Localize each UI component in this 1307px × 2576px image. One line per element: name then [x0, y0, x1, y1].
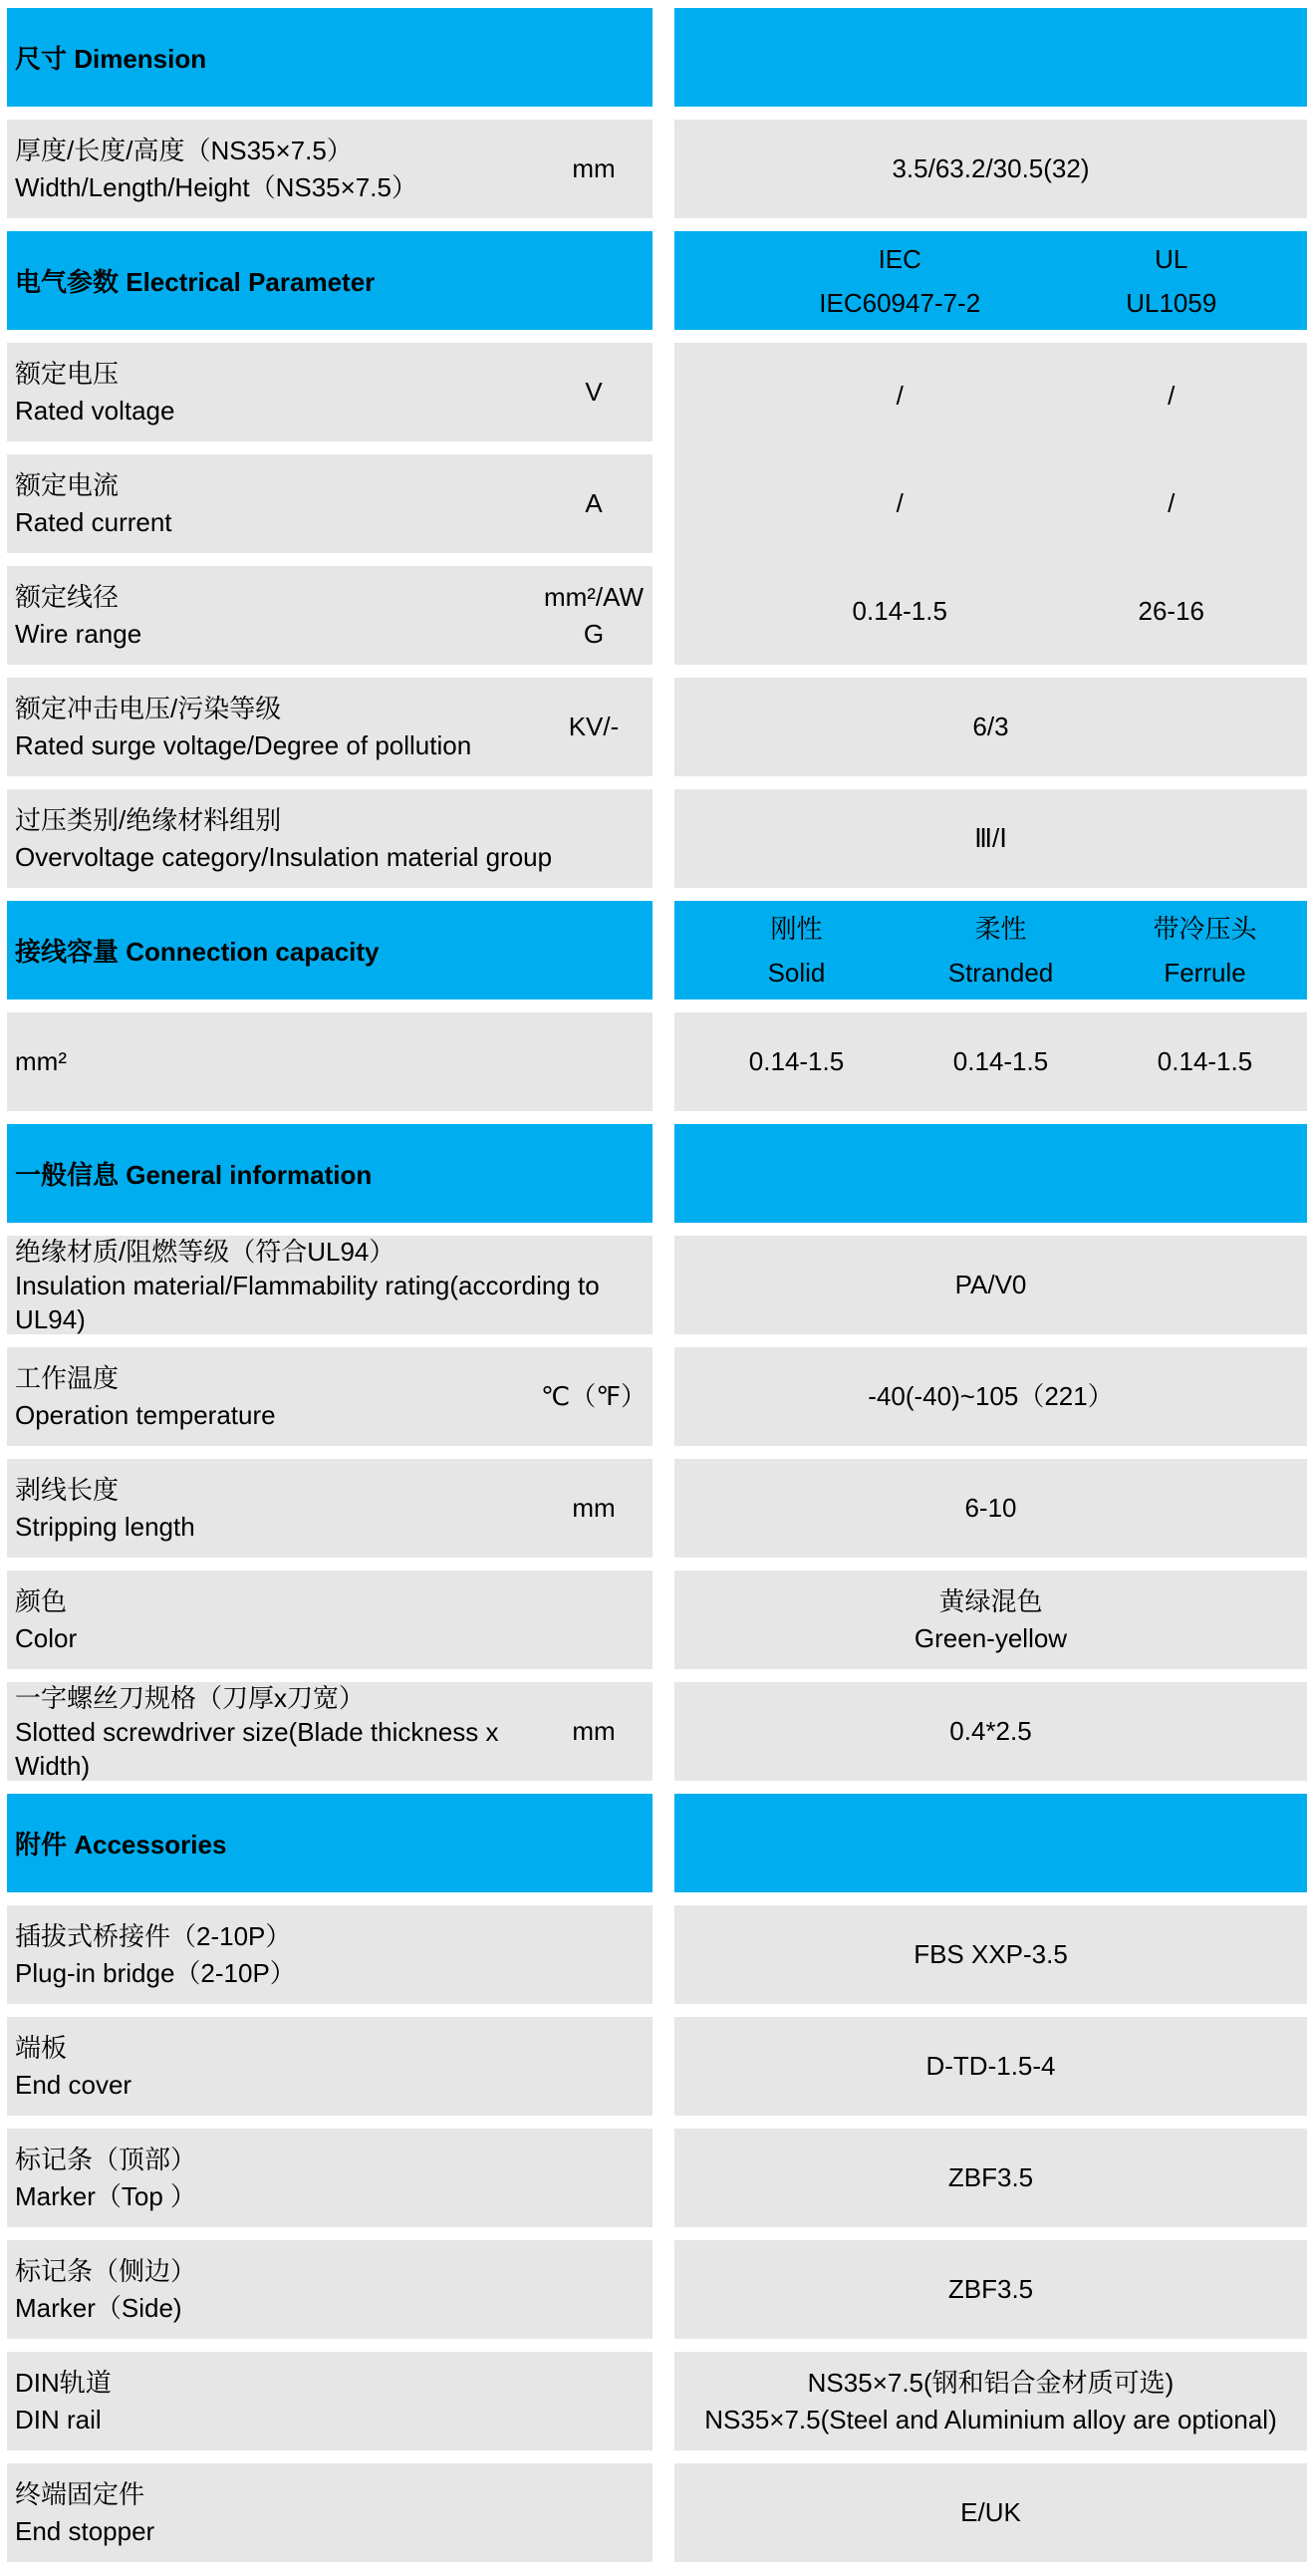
column-header-line2: Stranded: [947, 957, 1054, 988]
row-stripping-length: [7, 1459, 1307, 1558]
row-end-cover: [7, 2017, 1307, 2116]
row-value-en: Green-yellow: [914, 1622, 1068, 1653]
unit-cell: KV/-: [568, 712, 620, 741]
column-header-line2: Ferrule: [1164, 957, 1246, 988]
unit-cell: mm: [572, 1716, 616, 1746]
row-label-zh: 额定冲击电压/污染等级: [15, 693, 282, 723]
row-label: [15, 2030, 653, 2104]
column-header-line1: IEC: [878, 243, 921, 274]
row-label-zh: 颜色: [15, 1585, 68, 1616]
row-label-en: End cover: [15, 2069, 132, 2100]
section-title: 附件 Accessories: [15, 1830, 227, 1860]
column-header-line2: UL1059: [1126, 287, 1217, 318]
row-label: [15, 579, 537, 653]
value-stranded: 0.14-1.5: [952, 1046, 1049, 1076]
value-cell: [674, 1347, 1307, 1446]
row-label-zh: 端板: [15, 2032, 68, 2063]
row-wire-range: [7, 566, 653, 665]
column-header-line1: UL: [1155, 243, 1188, 274]
row-label: [15, 1043, 653, 1080]
unit-cell: ℃（℉）: [541, 1381, 647, 1411]
value-cell: [674, 2463, 1307, 2562]
section-header-connection-columns-cell: [674, 901, 1307, 1000]
label-cell: [7, 1347, 653, 1446]
row-label: [15, 802, 653, 876]
section-title: 接线容量 Connection capacity: [15, 937, 380, 967]
row-label: [15, 356, 537, 429]
row-label: [15, 1918, 653, 1992]
row-label-en: Rated voltage: [15, 395, 175, 426]
row-label-en: Plug-in bridge（2-10P）: [15, 1957, 296, 1988]
row-marker-side: [7, 2240, 1307, 2339]
section-title: 电气参数 Electrical Parameter: [15, 267, 376, 297]
column-header-stranded: [899, 901, 1103, 1000]
row-label: [15, 2365, 653, 2438]
unit-cell: mm: [572, 1493, 616, 1523]
value-cell: [674, 1571, 1307, 1669]
value-cell: [674, 2352, 1307, 2450]
column-header-line2: Solid: [767, 957, 826, 988]
unit-cell: V: [585, 377, 603, 407]
row-label: [15, 2253, 653, 2327]
row-label-zh: 终端固定件: [15, 2478, 145, 2509]
row-label-en: DIN rail: [15, 2404, 102, 2434]
electrical-rows-group: [7, 343, 1307, 665]
row-label: [15, 1472, 537, 1546]
rated-current-values: [674, 450, 1307, 558]
row-value-zh: NS35×7.5(钢和铝合金材质可选): [807, 2367, 1175, 2398]
row-label: [15, 467, 537, 541]
row-label-zh: 额定线径: [15, 581, 120, 612]
row-label: [15, 2476, 653, 2550]
row-label-en: Rated current: [15, 506, 172, 537]
value-cell: [674, 678, 1307, 776]
row-label-en: Marker（Side): [15, 2292, 182, 2323]
value-cell: [674, 120, 1307, 218]
label-cell: [7, 120, 653, 218]
label-cell: [7, 789, 653, 888]
unit-cell: A: [585, 488, 603, 518]
row-label-en: Operation temperature: [15, 1399, 276, 1430]
row-label: [15, 691, 537, 764]
row-screwdriver-size: [7, 1682, 1307, 1781]
row-end-stopper: [7, 2463, 1307, 2562]
value-ul: /: [1168, 488, 1176, 518]
row-label: [15, 1681, 537, 1783]
section-header-electrical-columns-cell: [674, 231, 1307, 330]
label-cell: [7, 1459, 653, 1558]
section-header-connection: [7, 901, 1307, 1000]
row-plug-in-bridge: [7, 1905, 1307, 2004]
spec-table: [7, 8, 1307, 2575]
row-label-zh: 剥线长度: [15, 1474, 120, 1505]
section-header-connection-title-cell: [7, 901, 653, 1000]
section-title: 一般信息 General information: [15, 1160, 373, 1190]
section-header-electrical-title-cell: [7, 231, 653, 330]
unit-cell: mm: [572, 153, 616, 183]
value-cell: [674, 789, 1307, 888]
row-label-zh: 工作温度: [15, 1362, 120, 1393]
row-label-zh: 绝缘材质/阻燃等级（符合UL94）: [15, 1236, 395, 1267]
row-value: E/UK: [960, 2497, 1021, 2527]
row-label-zh: 一字螺丝刀规格（刀厚x刀宽）: [15, 1682, 366, 1713]
section-header-general-right-cell: [674, 1124, 1307, 1223]
label-cell: [7, 2463, 653, 2562]
row-value: -40(-40)~105（221）: [868, 1381, 1114, 1411]
value-ul: 26-16: [1138, 595, 1204, 626]
section-header-dimension: [7, 8, 1307, 107]
row-label-en: End stopper: [15, 2515, 155, 2546]
label-cell: [7, 1571, 653, 1669]
label-cell: [7, 678, 653, 776]
value-iec: 0.14-1.5: [852, 595, 947, 626]
row-value-en: NS35×7.5(Steel and Aluminium alloy are optional): [704, 2404, 1277, 2434]
section-header-accessories: [7, 1794, 1307, 1892]
row-rated-surge-voltage: [7, 678, 1307, 776]
value-cell: [674, 1682, 1307, 1781]
row-rated-current: [7, 454, 653, 553]
section-header-dimension-title-cell: [7, 8, 653, 107]
row-value: 6-10: [964, 1493, 1017, 1523]
rated-voltage-values: [674, 343, 1307, 450]
label-cell: [7, 1236, 653, 1334]
section-header-electrical: [7, 231, 1307, 330]
row-insulation-material: [7, 1236, 1307, 1334]
row-label-zh: 厚度/长度/高度（NS35×7.5）: [15, 135, 353, 165]
row-din-rail: [7, 2352, 1307, 2450]
section-header-dimension-right-cell: [674, 8, 1307, 107]
value-ferrule: 0.14-1.5: [1157, 1046, 1253, 1076]
row-value: 3.5/63.2/30.5(32): [892, 153, 1090, 183]
column-header-line1: 柔性: [974, 913, 1027, 944]
row-label-en: Insulation material/Flammability rating(according to UL94): [15, 1270, 600, 1334]
row-label: [15, 2142, 653, 2215]
value-iec: /: [896, 381, 904, 412]
value-cell: [674, 1012, 1307, 1111]
row-label-en: Marker（Top ）: [15, 2180, 197, 2211]
row-value: D-TD-1.5-4: [925, 2051, 1056, 2081]
row-overvoltage-category: [7, 789, 1307, 888]
value-solid: 0.14-1.5: [748, 1046, 845, 1076]
row-value: 6/3: [972, 712, 1009, 741]
row-value: 0.4*2.5: [949, 1716, 1032, 1746]
column-header-line2: IEC60947-7-2: [819, 287, 981, 318]
section-title: 尺寸 Dimension: [15, 44, 207, 74]
section-header-accessories-title-cell: [7, 1794, 653, 1892]
row-label-en: Overvoltage category/Insulation material group: [15, 841, 553, 872]
row-label-en: Width/Length/Height（NS35×7.5）: [15, 171, 417, 202]
column-header-solid: [694, 901, 899, 1000]
column-header-ul: [1036, 231, 1307, 330]
column-header-iec: [764, 231, 1036, 330]
row-label-zh: 额定电压: [15, 358, 120, 389]
row-width-length-height: [7, 120, 1307, 218]
label-cell: [7, 1012, 653, 1111]
row-label-zh: 额定电流: [15, 469, 120, 500]
section-header-general-title-cell: [7, 1124, 653, 1223]
row-value: ZBF3.5: [947, 2162, 1034, 2192]
row-label-zh: 标记条（侧边）: [15, 2255, 197, 2286]
row-rated-voltage: [7, 343, 653, 441]
label-cell: [7, 2240, 653, 2339]
electrical-values-cell: [674, 343, 1307, 665]
row-operation-temperature: [7, 1347, 1307, 1446]
row-label-en: Wire range: [15, 618, 142, 649]
column-header-ferrule: [1103, 901, 1307, 1000]
row-label: [15, 1583, 653, 1657]
value-cell: [674, 2017, 1307, 2116]
value-iec: /: [896, 488, 904, 518]
row-label-en: Stripping length: [15, 1511, 195, 1542]
row-value: FBS XXP-3.5: [914, 1939, 1068, 1969]
row-color: [7, 1571, 1307, 1669]
label-cell: [7, 2129, 653, 2227]
row-marker-top: [7, 2129, 1307, 2227]
row-label-zh: DIN轨道: [15, 2367, 112, 2398]
value-cell: [674, 1905, 1307, 2004]
wire-range-values: [674, 557, 1307, 665]
row-label-en: Slotted screwdriver size(Blade thickness x Width): [15, 1716, 499, 1781]
unit-cell: mm²/AWG: [543, 581, 645, 649]
row-label-zh: 插拔式桥接件（2-10P）: [15, 1920, 292, 1951]
value-cell: [674, 2129, 1307, 2227]
row-label-zh: 标记条（顶部）: [15, 2144, 197, 2174]
column-header-line1: 带冷压头: [1153, 913, 1257, 944]
column-header-line1: 刚性: [770, 913, 823, 944]
row-connection-capacity-mm2: [7, 1012, 1307, 1111]
label-cell: [7, 2017, 653, 2116]
row-label: [15, 133, 537, 206]
label-cell: [7, 1905, 653, 2004]
row-value: ZBF3.5: [947, 2274, 1034, 2304]
connection-capacity-values: [674, 1012, 1307, 1111]
row-label-en: Rated surge voltage/Degree of pollution: [15, 729, 472, 760]
standard-column-headers: [674, 231, 1307, 330]
row-label: [15, 1235, 653, 1336]
section-header-accessories-right-cell: [674, 1794, 1307, 1892]
row-value: PA/V0: [954, 1270, 1027, 1299]
row-value: Ⅲ/Ⅰ: [974, 823, 1007, 853]
value-cell: [674, 1236, 1307, 1334]
value-ul: /: [1168, 381, 1176, 412]
value-cell: [674, 2240, 1307, 2339]
label-cell: [7, 1682, 653, 1781]
row-label-zh: 过压类别/绝缘材料组别: [15, 804, 282, 835]
row-label: [15, 1360, 537, 1434]
conductor-column-headers: [674, 901, 1307, 1000]
electrical-labels-stack: [7, 343, 653, 665]
row-label-zh: mm²: [15, 1046, 67, 1076]
value-cell: [674, 1459, 1307, 1558]
row-value-zh: 黄绿混色: [938, 1585, 1043, 1616]
row-label-en: Color: [15, 1622, 78, 1653]
section-header-general: [7, 1124, 1307, 1223]
label-cell: [7, 2352, 653, 2450]
